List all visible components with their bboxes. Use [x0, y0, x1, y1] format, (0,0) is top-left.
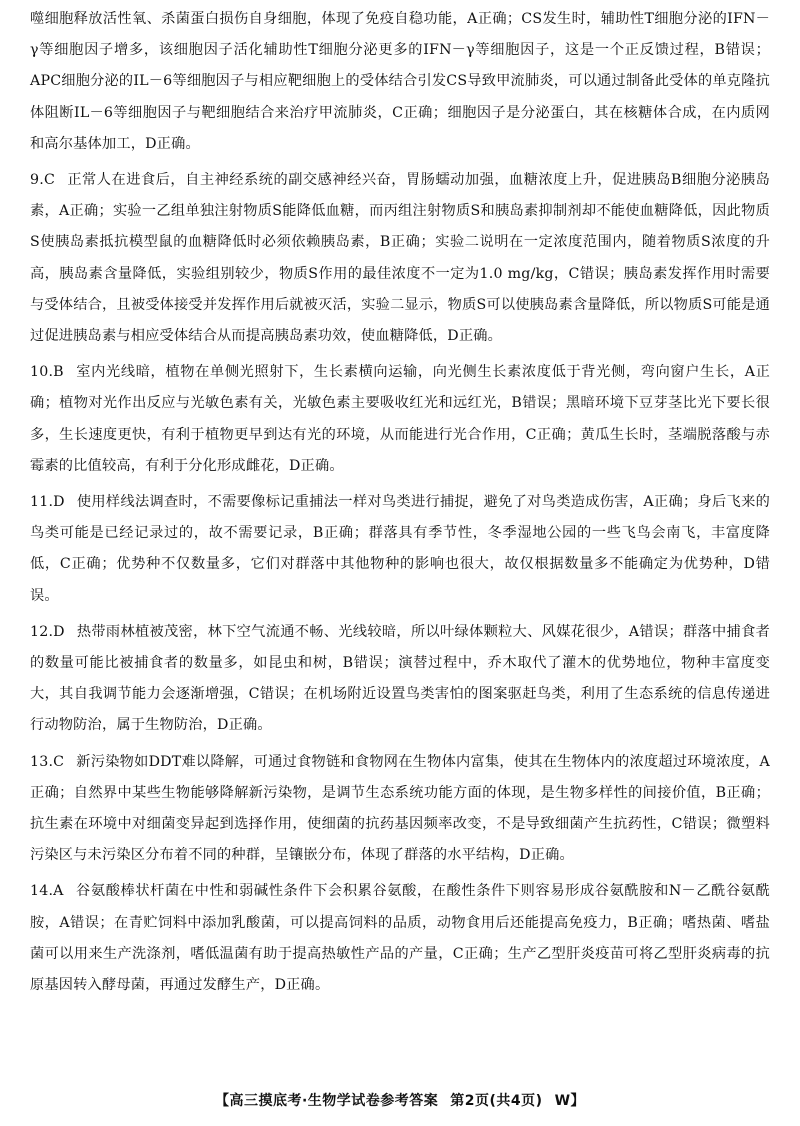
answer-item-12	[30, 617, 770, 742]
item-explanation: 热带雨林植被茂密，林下空气流通不畅、光线较暗，所以叶绿体颗粒大、风媒花很少，A错误；群落中捕食者的数量可能比被捕食者的数量多，如昆虫和树，B错误；演替过程中，乔木取代了灌木的优势地位，物种丰富度变大，其自我调节能力会逐渐增强，C错误；在机场附近设置鸟类害怕的图案驱赶鸟类，利用了生态系统的信息传递进行动物防治，属于生物防治，D正确。	[30, 623, 770, 734]
item-explanation: 正常人在进食后，自主神经系统的副交感神经兴奋，胃肠蠕动加强，血糖浓度上升，促进胰岛B细胞分泌胰岛素，A正确；实验一乙组单独注射物质S能降低血糖，而丙组注射物质S和胰岛素抑制剂却不能使血糖降低，因此物质S使胰岛素抵抗模型鼠的血糖降低时必须依赖胰岛素，B正确；实验二说明在一定浓度范围内，随着物质S浓度的升高，胰岛素含量降低，实验组别较少，物质S作用的最佳浓度不一定为1.0 mg/kg，C错误；胰岛素发挥作用时需要与受体结合，且被受体接受并发挥作用后就被灭活，实验二显示，物质S可以使胰岛素含量降低，所以物质S可能是通过促进胰岛素与相应受体结合从而提高胰岛素功效，使血糖降低，D正确。	[30, 172, 770, 345]
item-number: 14.	[30, 883, 54, 900]
item-number: 13.	[30, 753, 54, 770]
item-explanation: 新污染物如DDT难以降解，可通过食物链和食物网在生物体内富集，使其在生物体内的浓度超过环境浓度，A正确；自然界中某些生物能够降解新污染物，是调节生态系统功能方面的体现，是生物多样性的间接价值，B正确；抗生素在环境中对细菌变异起到选择作用，使细菌的抗药基因频率改变，不是导致细菌产生抗药性，C错误；微塑料污染区与未污染区分布着不同的种群，呈镶嵌分布，体现了群落的水平结构，D正确。	[30, 753, 770, 864]
item-number: 12.	[30, 623, 54, 640]
continuation-paragraph: 噬细胞释放活性氧、杀菌蛋白损伤自身细胞，体现了免疫自稳功能，A正确；CS发生时，辅助性T细胞分泌的IFN－γ等细胞因子增多，该细胞因子活化辅助性T细胞分泌更多的IFN－γ等细胞因子，这是一个正反馈过程，B错误；APC细胞分泌的IL－6等细胞因子与相应靶细胞上的受体结合引发CS导致甲流肺炎，可以通过制备此受体的单克隆抗体阻断IL－6等细胞因子与靶细胞结合来治疗甲流肺炎，C正确；细胞因子是分泌蛋白，其在核糖体合成，在内质网和高尔基体加工，D正确。	[30, 11, 770, 152]
item-answer: A	[53, 883, 64, 900]
item-answer: C	[43, 172, 55, 189]
page-footer	[0, 1090, 800, 1110]
item-answer: D	[53, 494, 65, 511]
item-number: 9.	[30, 172, 44, 189]
item-explanation: 室内光线暗，植物在单侧光照射下，生长素横向运输，向光侧生长素浓度低于背光侧，弯向窗户生长，A正确；植物对光作出反应与光敏色素有关，光敏色素主要吸收红光和远红光，B错误；黑暗环境下豆芽茎比光下要长很多，生长速度更快，有利于植物更早到达有光的环境，从而能进行光合作用，C正确；黄瓜生长时，茎端脱落酸与赤霉素的比值较高，有利于分化形成雌花，D正确。	[30, 364, 770, 474]
answer-item-11	[30, 487, 770, 612]
footer-code: W】	[554, 1093, 586, 1109]
item-explanation: 使用样线法调查时，不需要像标记重捕法一样对鸟类进行捕捉，避免了对鸟类造成伤害，A正确；身后飞来的鸟类可能是已经记录过的，故不需要记录，B正确；群落具有季节性，冬季湿地公园的一些飞鸟会南飞，丰富度降低，C正确；优势种不仅数量多，它们对群落中其他物种的影响也很大，故仅根据数量多不能确定为优势种，D错误。	[30, 494, 770, 604]
item-answer: B	[53, 364, 64, 381]
answer-item-10	[30, 357, 770, 482]
item-answer: C	[53, 753, 65, 770]
answer-item-13	[30, 747, 770, 872]
answer-item-14	[30, 876, 770, 1001]
item-number: 11.	[30, 494, 54, 511]
footer-title: 【高三摸底考·生物学试卷参考答案	[214, 1093, 439, 1109]
answer-item-9	[30, 165, 770, 352]
footer-page-number: 第2页(共4页)	[450, 1093, 543, 1109]
item-explanation: 谷氨酸棒状杆菌在中性和弱碱性条件下会积累谷氨酸，在酸性条件下则容易形成谷氨酰胺和N－乙酰谷氨酰胺，A错误；在青贮饲料中添加乳酸菌，可以提高饲料的品质，动物食用后还能提高免疫力，B正确；嗜热菌、嗜盐菌可以用来生产洗涤剂，嗜低温菌有助于提高热敏性产品的产量，C正确；生产乙型肝炎疫苗可将乙型肝炎病毒的抗原基因转入酵母菌，再通过发酵生产，D正确。	[30, 883, 770, 994]
item-number: 10.	[30, 364, 54, 381]
item-answer: D	[53, 623, 65, 640]
